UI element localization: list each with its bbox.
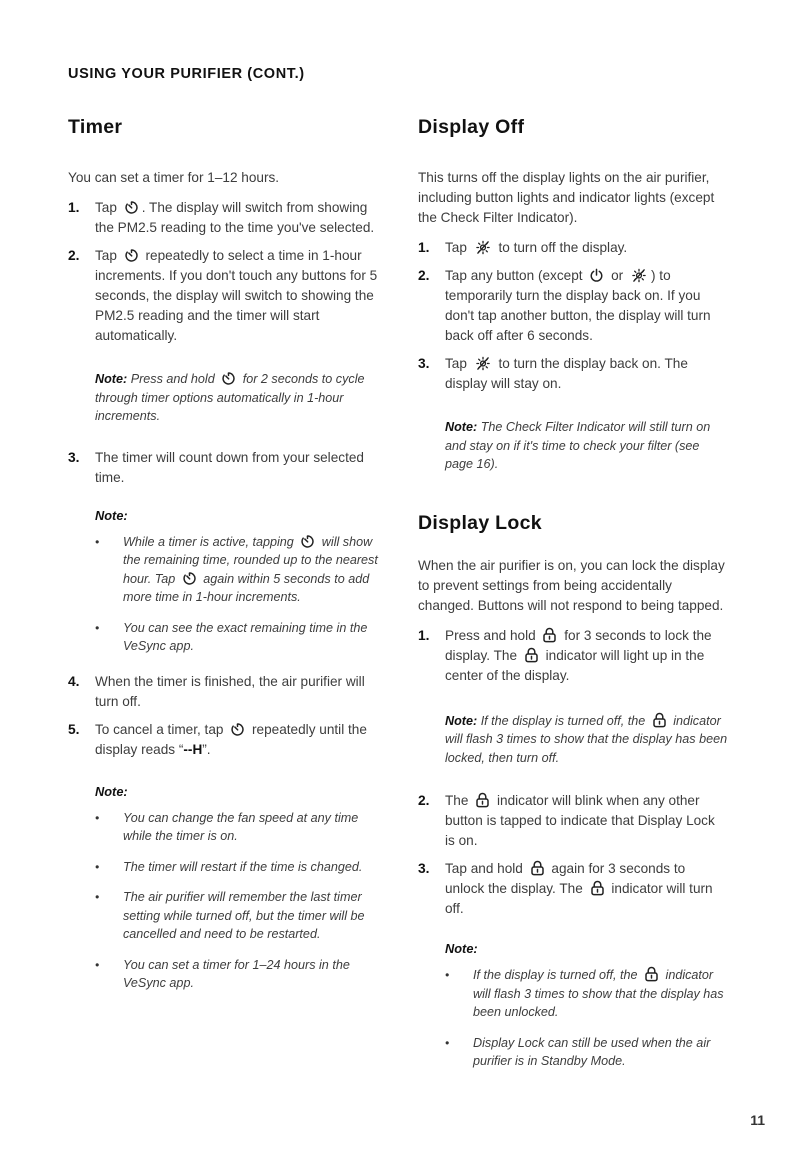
section-header: USING YOUR PURIFIER (CONT.) (68, 66, 305, 82)
bullet-icon: • (95, 620, 100, 635)
step-number: 3. (418, 861, 430, 876)
bullet-text-part: If the display is turned off, the (473, 968, 638, 982)
step-text-part: Press and hold (445, 627, 536, 643)
note-text-part: The Check Filter Indicator will still turn on and stay on if it's time to check your filter (see page 16). (445, 420, 711, 471)
bullet-text-part: While a timer is active, tapping (123, 534, 294, 549)
bullet-icon: • (445, 1035, 450, 1050)
note-bullet-list (445, 966, 728, 1071)
timer-icon (300, 534, 315, 549)
bullet-icon: • (95, 957, 100, 972)
timer-intro: You can set a timer for 1–12 hours. (68, 170, 280, 185)
step-text-part: indicator will turn off. (445, 881, 713, 916)
display-off-step-2 (418, 266, 728, 346)
note-bullet (445, 966, 728, 1022)
timer-step-3 (68, 448, 386, 488)
step-text-part: ”. (202, 741, 211, 757)
display-lock-note-2 (445, 941, 728, 1071)
timer-note-3 (95, 784, 386, 993)
lock-icon (590, 880, 605, 896)
step-text-part: The (445, 793, 469, 808)
bullet-text: You can see the exact remaining time in the VeSync app. (123, 620, 368, 653)
bullet-icon: • (95, 534, 100, 549)
note-bullet (445, 1034, 728, 1071)
lock-icon (475, 792, 490, 808)
bullet-text: You can set a timer for 1–24 hours in the VeSync app. (123, 957, 350, 990)
note-bullet (95, 533, 386, 607)
bullet-text: Display Lock can still be used when the air purifier is in Standby Mode. (473, 1035, 711, 1068)
bullet-text-part: will show the remaining time, rounded up to the nearest hour. Tap (123, 534, 378, 586)
lock-icon (524, 647, 539, 663)
step-number: 4. (68, 673, 80, 689)
timer-note-2 (95, 508, 386, 656)
step-text-part: Tap (95, 248, 117, 263)
step-text (95, 246, 386, 346)
power-icon (589, 268, 604, 283)
timer-heading: Timer (68, 116, 123, 138)
timer-step-2 (68, 246, 386, 346)
display-off-note (445, 418, 728, 474)
step-number: 3. (68, 449, 80, 465)
note-label: Note: (445, 941, 478, 956)
lock-icon (542, 627, 557, 643)
bullet-icon: • (95, 890, 100, 904)
display-lock-step-2 (418, 791, 728, 851)
note-body (445, 712, 728, 768)
bullet-text: The timer will restart if the time is changed. (123, 859, 363, 874)
note-bullet (95, 809, 386, 846)
step-text-part: repeatedly until the display reads “ (95, 721, 367, 757)
display-icon (474, 356, 492, 371)
step-text (445, 859, 728, 919)
timer-icon (230, 722, 245, 737)
display-off-intro: This turns off the display lights on the air purifier, including button lights and indicator lights (except the Check Filter Indicator). (418, 170, 715, 225)
bullet-text: You can change the fan speed at any time while the timer is on. (123, 810, 359, 843)
step-text-part: to turn the display back on. The display will stay on. (445, 356, 688, 391)
lock-icon (652, 712, 667, 728)
bullet-text-part: indicator will flash 3 times to show that the display has been unlocked. (473, 968, 724, 1019)
display-off-step-1 (418, 238, 728, 258)
note-label: Note: (95, 507, 128, 523)
step-text (445, 266, 728, 346)
timer-section (68, 114, 386, 1005)
step-number: 1. (418, 240, 430, 255)
note-bullet (95, 888, 386, 944)
step-text-part: To cancel a timer, tap (95, 721, 224, 737)
page-number: 11 (750, 1112, 765, 1128)
note-bullet-list (95, 809, 386, 993)
display-lock-note-1 (445, 712, 728, 768)
note-text-part: Press and hold (130, 372, 215, 386)
lock-icon (644, 966, 659, 982)
display-lock-step-3 (418, 859, 728, 919)
display-icon (474, 240, 492, 255)
timer-icon (182, 571, 197, 586)
bullet-text (123, 533, 386, 607)
step-text-part: ) to temporarily turn the display back on. If you don't tap another button, the display will turn back off after 6 seconds. (445, 268, 711, 343)
note-body (95, 370, 386, 426)
display-off-heading: Display Off (418, 116, 525, 138)
step-text (445, 238, 728, 258)
timer-icon (124, 248, 139, 263)
display-code: --H (183, 741, 203, 757)
display-section (418, 114, 728, 1083)
step-number: 5. (68, 721, 80, 737)
step-text-part: to turn off the display. (498, 240, 628, 255)
note-label: Note: (445, 713, 478, 728)
display-lock-heading: Display Lock (418, 511, 542, 534)
step-text-part: repeatedly to select a time in 1-hour increments. If you don't touch any buttons for 5 seconds, the display will switch to showing the PM2.5 reading and the timer will start automatically. (95, 248, 378, 343)
note-bullet (95, 956, 386, 993)
note-bullet-list (95, 533, 386, 656)
step-text (445, 354, 728, 394)
display-lock-step-1 (418, 626, 728, 686)
step-number: 3. (418, 356, 430, 371)
step-number: 1. (68, 200, 80, 215)
bullet-text (473, 966, 728, 1022)
note-text-part: indicator will flash 3 times to show that the display has been locked, then turn off. (445, 713, 728, 765)
step-text-part: indicator will blink when any other button is tapped to indicate that Display Lock is on. (445, 793, 715, 848)
step-number: 2. (418, 268, 430, 283)
display-lock-intro: When the air purifier is on, you can lock the display to prevent settings from being accidentally changed. Buttons will not respond to being tapped. (418, 557, 725, 613)
timer-step-4 (68, 672, 386, 712)
step-text-part: indicator will light up in the center of the display. (445, 647, 705, 683)
step-text-part: Tap any button (except (445, 268, 583, 283)
note-bullet (95, 858, 386, 877)
step-text (95, 720, 386, 760)
note-label: Note: (95, 783, 128, 799)
step-text-part: Tap and hold (445, 861, 523, 876)
bullet-text: The air purifier will remember the last timer setting while turned off, but the timer will be cancelled and need to be restarted. (123, 890, 365, 941)
step-text: The timer will count down from your selected time. (95, 449, 364, 485)
timer-icon (221, 371, 236, 386)
step-number: 2. (418, 793, 430, 808)
step-text (445, 626, 728, 686)
note-body (445, 418, 728, 474)
timer-step-5 (68, 720, 386, 760)
note-text-part: for 2 seconds to cycle through timer options automatically in 1-hour increments. (95, 372, 365, 423)
display-off-step-3 (418, 354, 728, 394)
display-icon (630, 268, 648, 283)
bullet-icon: • (95, 810, 100, 825)
timer-icon (124, 200, 139, 215)
step-text-part: again for 3 seconds to unlock the display. The (445, 861, 686, 896)
timer-step-1 (68, 198, 386, 238)
note-label: Note: (445, 420, 478, 434)
note-text-part: If the display is turned off, the (480, 713, 646, 728)
step-number: 1. (418, 627, 430, 643)
step-text (95, 198, 386, 238)
timer-note-1 (95, 370, 386, 426)
step-text-part: Tap (95, 200, 117, 215)
bullet-icon: • (445, 968, 450, 982)
bullet-icon: • (95, 859, 100, 874)
step-number: 2. (68, 248, 80, 263)
step-text-part: Tap (445, 356, 467, 371)
step-text-part: Tap (445, 240, 467, 255)
note-bullet (95, 619, 386, 656)
bullet-text-part: again within 5 seconds to add more time in 1-hour increments. (123, 571, 370, 604)
step-text-part: . The display will switch from showing the PM2.5 reading to the time you've selected. (95, 200, 375, 235)
note-label: Note: (95, 372, 128, 386)
lock-icon (530, 860, 545, 876)
step-text-part: or (611, 268, 624, 283)
step-text-part: for 3 seconds to lock the display. The (445, 627, 712, 663)
step-text (445, 791, 728, 851)
step-text: When the timer is finished, the air purifier will turn off. (95, 673, 365, 709)
